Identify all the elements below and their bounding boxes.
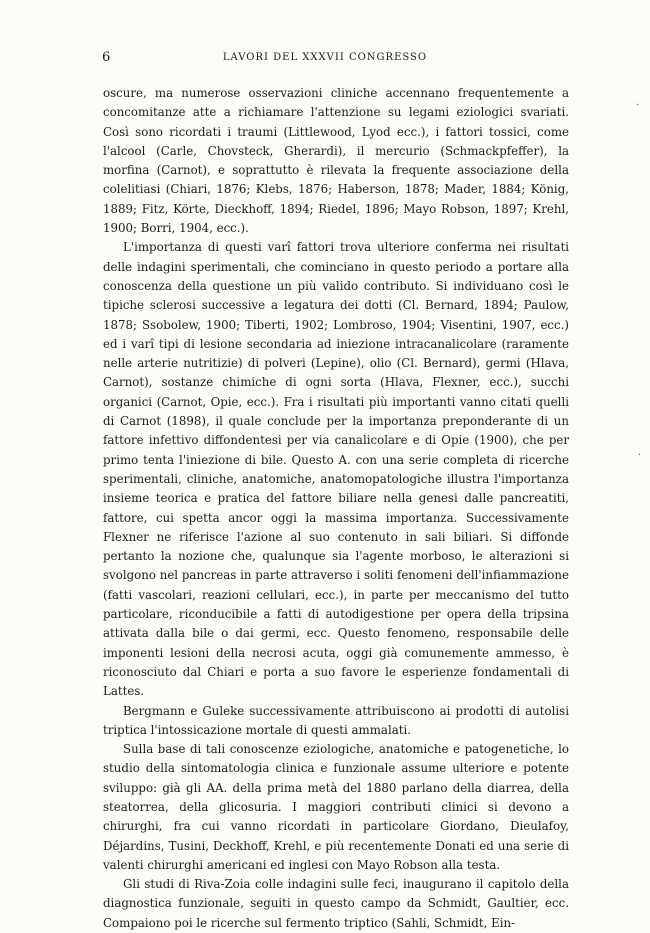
scan-edge-mark: · [636, 100, 640, 111]
paragraph-4: Sulla base di tali conoscenze eziologiche, anatomiche e patogenetiche, lo studio della sintomatologia clinica e funzionale assume ulteriore e potente sviluppo: già gli AA. della prima metà del 1880 parlano della diarrea, della steatorrea, della glicosuria. I maggiori contributi clinici si devono a chirurghi, fra cui vanno ricordati in particolare Giordano, Dieulafoy, Déjardins, Tusini, Deckhoff, Krehl, e più recentemente Donati ed una serie di valenti chirurghi americani ed inglesi con Mayo Robson alla testa. [103, 742, 569, 872]
body-text [103, 84, 569, 933]
page-number: 6 [102, 50, 111, 65]
paragraph-3: Bergmann e Guleke successivamente attribuiscono ai prodotti di autolisi triptica l'intossicazione mortale di questi ammalati. [103, 703, 569, 737]
paragraph-1: oscure, ma numerose osservazioni cliniche accennano frequentemente a concomitanze atte a richiamare l'attenzione su legami eziologici svariati. Così sono ricordati i traumi (Littlewood, Lyod ecc.), i fattori tossici, come l'alcool (Carle, Chovsteck, Gherardi), il mercurio (Schmackpfeffer), la morfina (Carnot), e soprattutto è rilevata la frequente associazione della colelitiasi (Chiari, 1876; Klebs, 1876; Haberson, 1878; Mader, 1884; König, 1889; Fitz, Körte, Dieckhoff, 1894; Riedel, 1896; Mayo Robson, 1897; Krehl, 1900; Borri, 1904, ecc.). [103, 86, 569, 236]
running-title: LAVORI DEL XXXVII CONGRESSO [222, 52, 428, 63]
scan-edge-mark: · [638, 450, 642, 461]
paragraph-2: L'importanza di questi varî fattori trova ulteriore conferma nei risultati delle indagini sperimentali, che cominciano in questo periodo a portare alla conoscenza della questione un più valido contributo. Si individuano così le tipiche sclerosi successive a legatura dei dotti (Cl. Bernard, 1894; Paulow, 1878; Ssobolew, 1900; Tiberti, 1902; Lombroso, 1904; Visentini, 1907, ecc.) ed i varî tipi di lesione secondaria ad iniezione intracanalicolare (raramente nelle arterie nutritizie) di polveri (Lepine), olio (Cl. Bernard), germi (Hlava, Carnot), sostanze chimiche di ogni sorta (Hlava, Flexner, ecc.), succhi organici (Carnot, Opie, ecc.). Fra i risultati più importanti vanno citati quelli di Carnot (1898), il quale conclude per la importanza preponderante di un fattore infettivo diffondentesi per via canalicolare e di Opie (1900), che per primo tenta l'iniezione di bile. Questo A. con una serie completa di ricerche sperimentali, cliniche, anatomiche, anatomopatologiche illustra l'importanza insieme teorica e pratica del fattore biliare nella genesi dalle pancreatiti, fattore, cui spetta ancor oggi la massima importanza. Successivamente Flexner ne riferisce l'azione al suo contenuto in sali biliari. Si diffonde pertanto la nozione che, qualunque sia l'agente morboso, le alterazioni si svolgono nel pancreas in parte attraverso i soliti fenomeni dell'infiammazione (fatti vascolari, reazioni cellulari, ecc.), in parte per meccanismo del tutto particolare, riconducibile a fatti di autodigestione per opera della tripsina attivata dalla bile o dai germi, ecc. Questo fenomeno, responsabile delle imponenti lesioni della necrosi acuta, oggi già comunemente ammesso, è riconosciuto dal Chiari e porta a suo favore le esperienze fondamentali di Lattes. [103, 240, 569, 699]
paragraph-5: Gli studi di Riva-Zoia colle indagini sulle feci, inaugurano il capitolo della diagnostica funzionale, seguiti in questo campo da Schmidt, Gaultier, ecc. Compaiono poi le ricerche sul fermento triptico (Sahli, Schmidt, Ein- [103, 877, 569, 930]
